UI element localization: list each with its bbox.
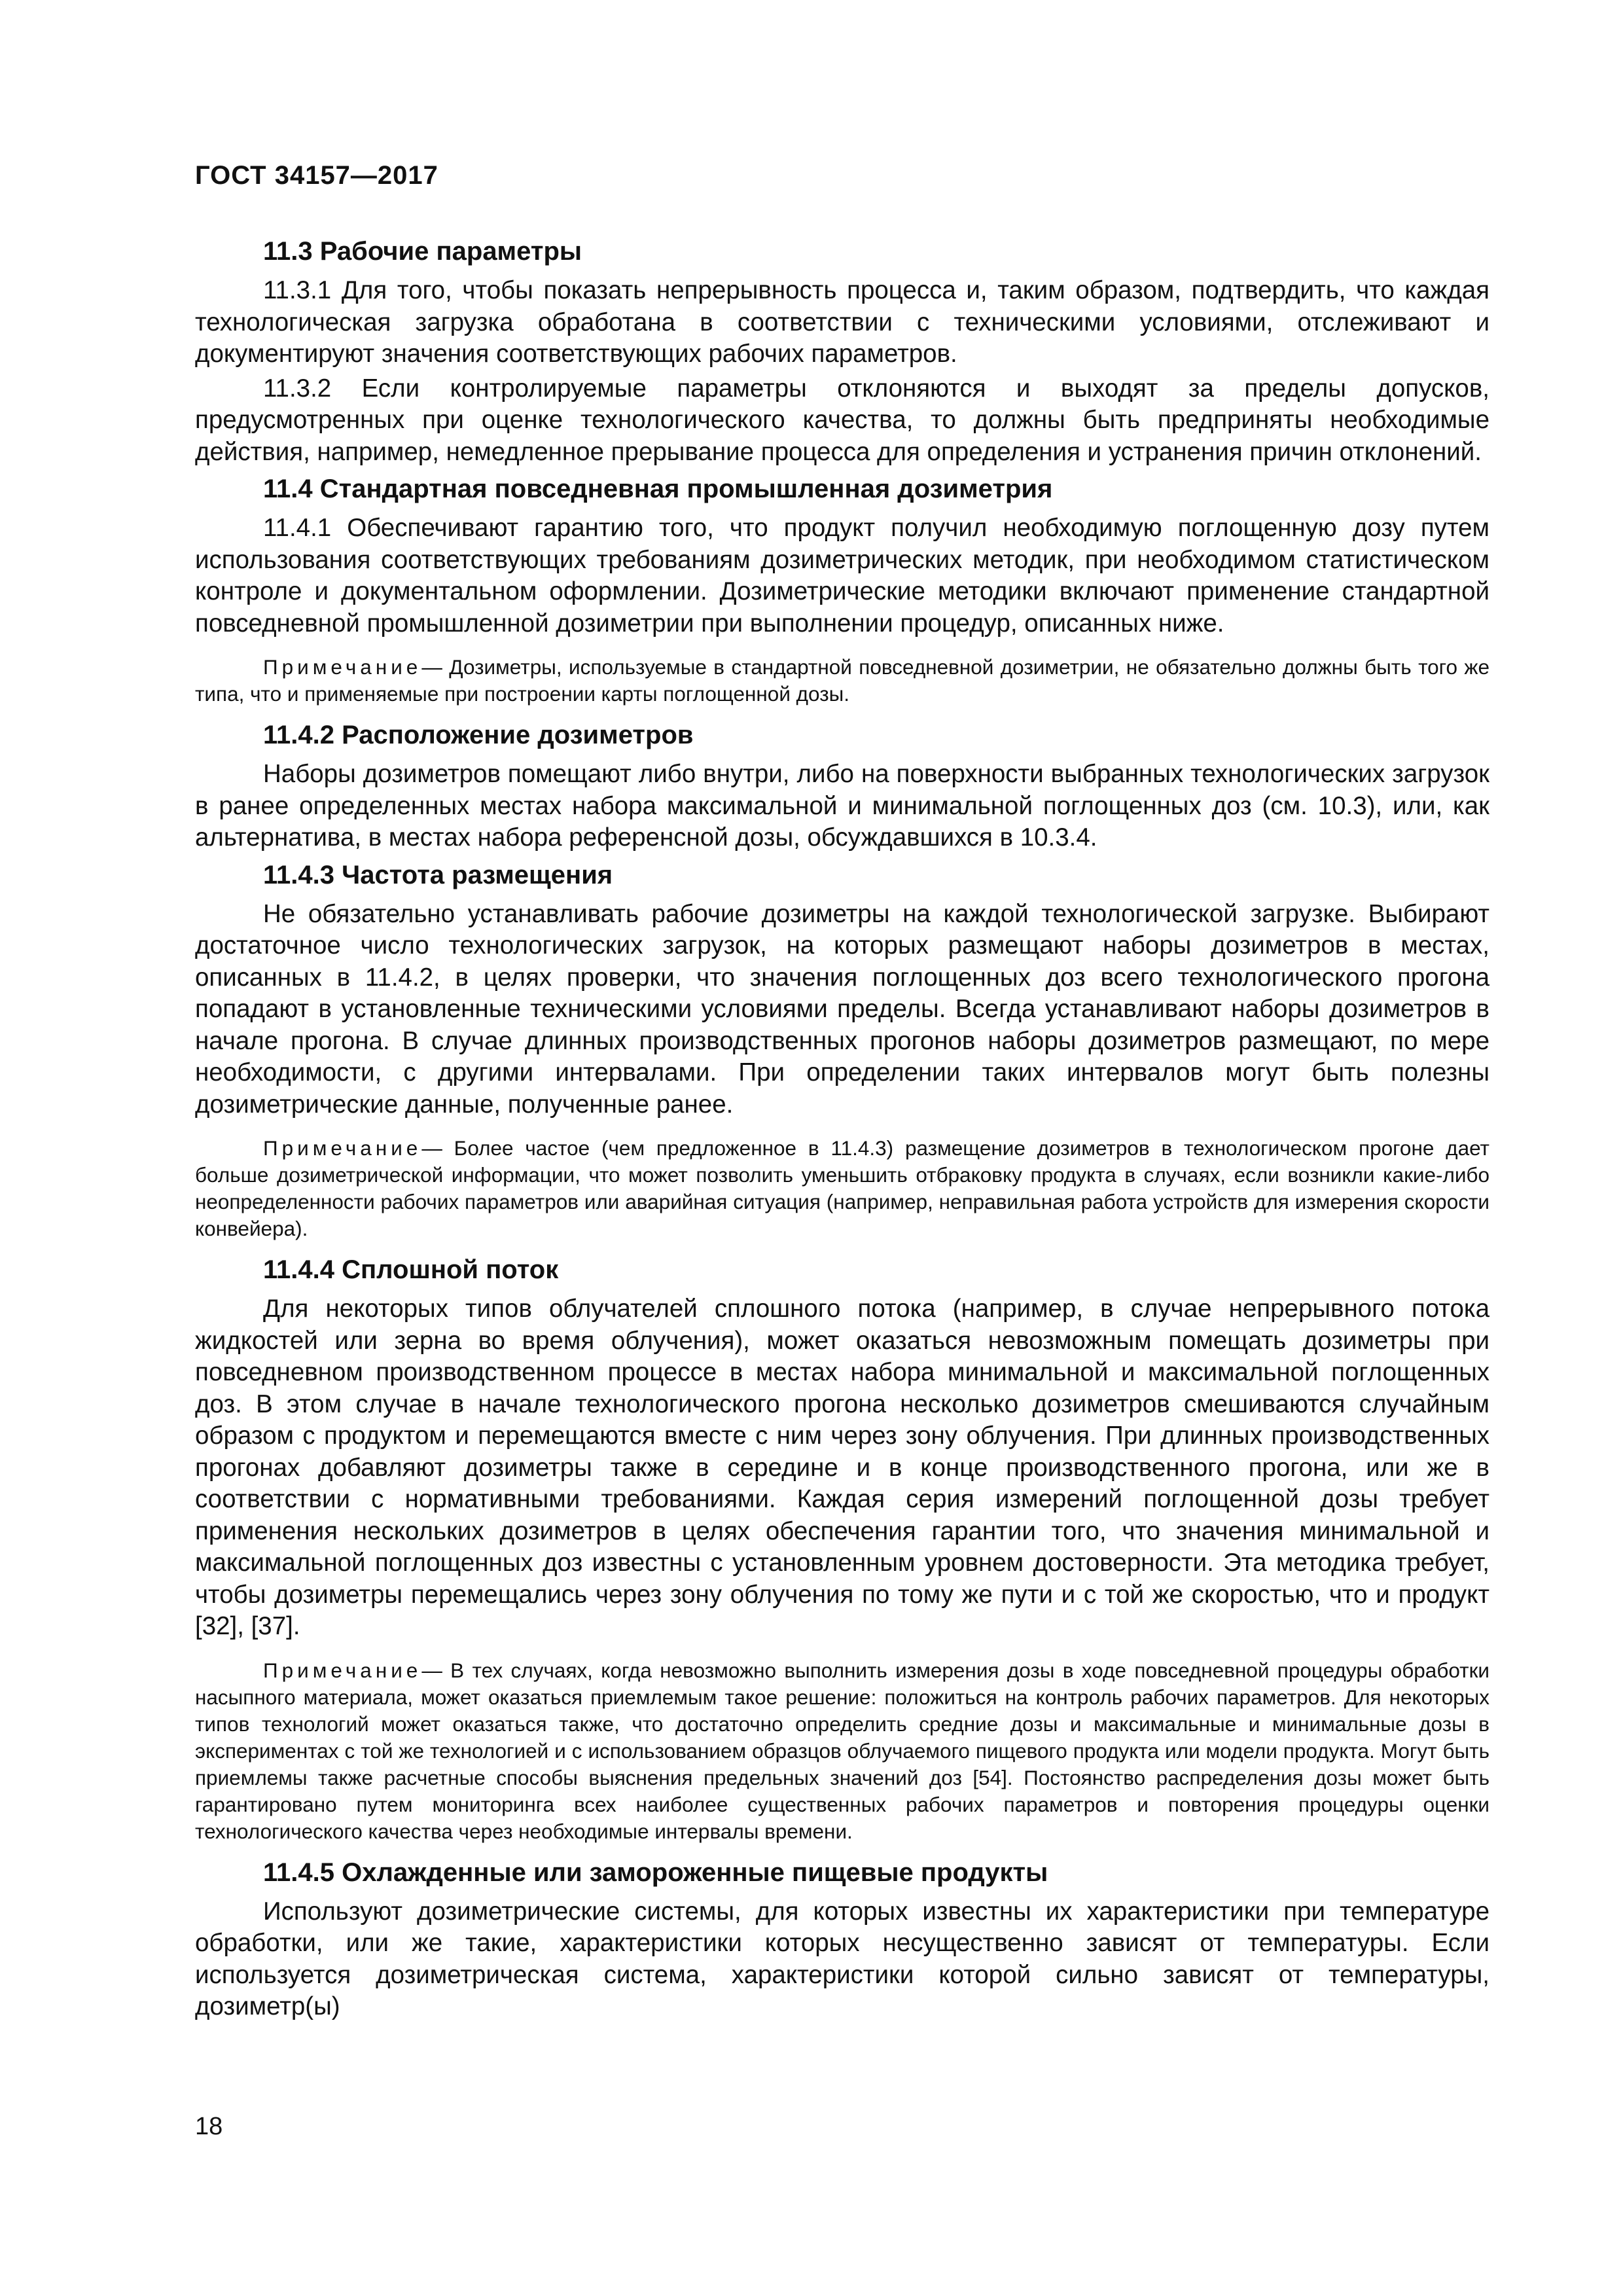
paragraph-11-4-5: Используют дозиметрические системы, для которых известны их характеристики при температуре обработки, или же такие, характеристики которых несущественно зависят от температуры. Если используется дозиметрическая система, характеристики которой сильно зависят от температуры, дозиметр(ы) bbox=[195, 1897, 1489, 2020]
note-label: Примечание bbox=[263, 655, 422, 679]
paragraph-11-4-1: 11.4.1 Обеспечивают гарантию того, что продукт получил необходимую поглощенную дозу путем использования соответствующих требованиям дозиметрических методик, при необходимом статистическом контроле и документальном оформлении. Дозиметрические методики включают применение стандартной повседневной промышленной дозиметрии при выполнении процедур, описанных ниже. bbox=[195, 514, 1489, 637]
paragraph-11-4-4: Для некоторых типов облучателей сплошного потока (например, в случае непрерывного потока жидкостей или зерна во время облучения), может оказаться невозможным помещать дозиметры при повседневном производственном процессе в местах набора минимальной и максимальной поглощенных доз. В этом случае в начале технологического прогона несколько дозиметров смешиваются случайным образом с продуктом и перемещаются вместе с ним через зону облучения. При длинных производственных прогонах добавляют дозиметры также в середине и в конце производственного прогона, или же в соответствии с нормативными требованиями. Каждая серия измерений поглощенной дозы требует применения нескольких дозиметров в целях обеспечения гарантии того, что значения минимальной и максимальной поглощенных доз известны с установленным уровнем достоверности. Эта методика требует, чтобы дозиметры перемещались через зону облучения по тому же пути и с той же скоростью, что и продукт [32], [37]. bbox=[195, 1295, 1489, 1640]
section-heading-11-4-4: 11.4.4 Сплошной поток bbox=[263, 1255, 559, 1284]
section-heading-11-4-5: 11.4.5 Охлажденные или замороженные пищевые продукты bbox=[263, 1857, 1048, 1887]
paragraph-11-4-3: Не обязательно устанавливать рабочие дозиметры на каждой технологической загрузке. Выбирают достаточное число технологических загрузок, на которых размещают наборы дозиметров в местах, описанных в 11.4.2, в целях проверки, что значения поглощенных доз всего технологического прогона попадают в установленные техническими условиями пределы. Всегда устанавливают наборы дозиметров в начале прогона. В случае длинных производственных прогонов наборы дозиметров размещают, по мере необходимости, с другими интервалами. При определении таких интервалов могут быть полезны дозиметрические данные, полученные ранее. bbox=[195, 899, 1489, 1119]
paragraph-11-3-2: 11.3.2 Если контролируемые параметры отклоняются и выходят за пределы допусков, предусмотренных при оценке технологического качества, то должны быть предприняты необходимые действия, например, немедленное прерывание процесса для определения и устранения причин отклонений. bbox=[195, 374, 1489, 466]
note-3-text: — В тех случаях, когда невозможно выполнить измерения дозы в ходе повседневной процедуры обработки насыпного материала, может оказаться приемлемым такое решение: положиться на контроль рабочих параметров. Для некоторых типов технологий может оказаться также, что достаточно определить средние дозы и максимальные и минимальные дозы в экспериментах с той же технологией и с использованием образцов облучаемого пищевого продукта или модели продукта. Могут быть приемлемы также расчетные способы выяснения предельных значений доз [54]. Постоянство распределения дозы может быть гарантировано путем мониторинга всех наиболее существенных рабочих параметров и повторения процедуры оценки технологического качества через необходимые интервалы времени. bbox=[195, 1658, 1489, 1843]
paragraph-11-4-2: Наборы дозиметров помещают либо внутри, либо на поверхности выбранных технологических загрузок в ранее определенных местах набора максимальной и минимальной поглощенных доз (см. 10.3), или, как альтернатива, в местах набора референсной дозы, обсуждавшихся в 10.3.4. bbox=[195, 760, 1489, 852]
note-label: Примечание bbox=[263, 1658, 422, 1682]
paragraph-11-3-1: 11.3.1 Для того, чтобы показать непрерывность процесса и, таким образом, подтвердить, что каждая технологическая загрузка обработана в соответствии с техническими условиями, отслеживают и документируют значения соответствующих рабочих параметров. bbox=[195, 276, 1489, 368]
note-2-text: — Более частое (чем предложенное в 11.4.3) размещение дозиметров в технологическом прогоне дает больше дозиметрической информации, что может позволить уменьшить отбраковку продукта в случаях, если возникли какие-либо неопределенности рабочих параметров или аварийная ситуация (например, неправильная работа устройств для измерения скорости конвейера). bbox=[195, 1136, 1489, 1240]
section-heading-11-3: 11.3 Рабочие параметры bbox=[263, 237, 582, 266]
document-header: ГОСТ 34157—2017 bbox=[195, 161, 438, 190]
page-number: 18 bbox=[195, 2113, 223, 2140]
section-heading-11-4: 11.4 Стандартная повседневная промышленная дозиметрия bbox=[263, 475, 1053, 503]
note-1 bbox=[195, 654, 1489, 708]
section-heading-11-4-2: 11.4.2 Расположение дозиметров bbox=[263, 721, 694, 749]
note-label: Примечание bbox=[263, 1136, 422, 1160]
note-2 bbox=[195, 1135, 1489, 1242]
document-body bbox=[195, 233, 1489, 2026]
note-3 bbox=[195, 1657, 1489, 1845]
note-1-text: — Дозиметры, используемые в стандартной повседневной дозиметрии, не обязательно должны быть того же типа, что и применяемые при построении карты поглощенной дозы. bbox=[195, 655, 1489, 706]
section-heading-11-4-3: 11.4.3 Частота размещения bbox=[263, 860, 613, 889]
